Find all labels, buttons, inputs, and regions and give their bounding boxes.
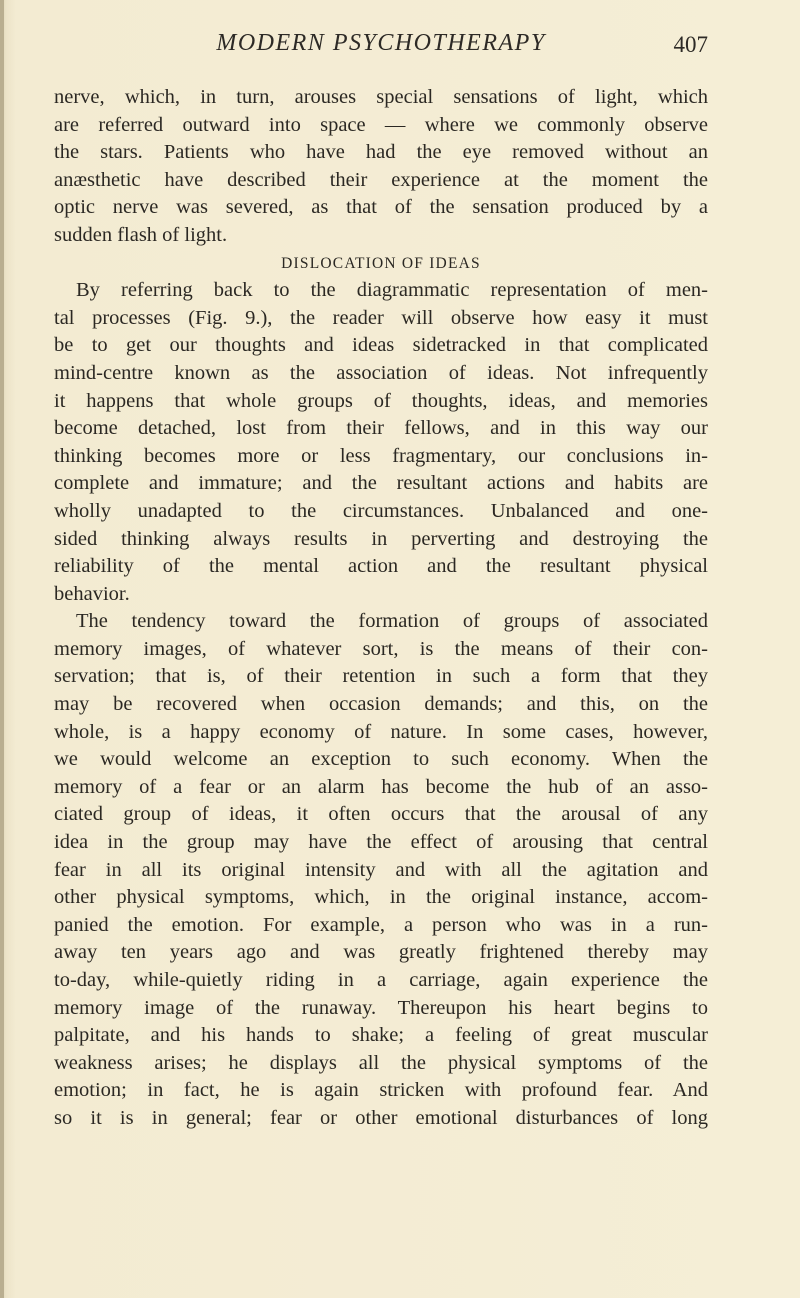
text-line: other physical symptoms, which, in the original instance, accom- xyxy=(54,886,708,909)
text-line: be to get our thoughts and ideas sidetracked in that complicated xyxy=(54,334,708,357)
page-binding-edge xyxy=(0,0,4,1298)
running-header xyxy=(54,30,708,66)
text-line: it happens that whole groups of thoughts, ideas, and memories xyxy=(54,389,708,412)
text-line: idea in the group may have the effect of arousing that central xyxy=(54,831,708,854)
text-line: fear in all its original intensity and with all the agitation and xyxy=(54,858,708,881)
text-line: are referred outward into space — where we commonly observe xyxy=(54,113,708,136)
text-line: The tendency toward the formation of groups of associated xyxy=(76,610,708,633)
text-line: to-day, while-quietly riding in a carriage, again experience the xyxy=(54,969,708,991)
text-line: anæsthetic have described their experience at the moment the xyxy=(54,168,708,191)
text-line: mind-centre known as the association of ideas. Not infrequently xyxy=(54,361,708,384)
text-line: memory of a fear or an alarm has become the hub of an asso- xyxy=(54,775,708,798)
text-line: complete and immature; and the resultant actions and habits are xyxy=(54,472,708,495)
text-line: nerve, which, in turn, arouses special sensations of light, which xyxy=(54,86,708,108)
running-title: MODERN PSYCHOTHERAPY xyxy=(216,30,546,56)
text-line: sided thinking always results in perverting and destroying the xyxy=(54,527,708,550)
text-line: thinking becomes more or less fragmentary, our conclusions in- xyxy=(54,444,708,467)
section-heading: DISLOCATION OF IDEAS xyxy=(281,254,481,272)
text-line: palpitate, and his hands to shake; a feeling of great muscular xyxy=(54,1024,708,1047)
text-line: weakness arises; he displays all the physical symptoms of the xyxy=(54,1051,708,1074)
text-line: panied the emotion. For example, a person who was in a run- xyxy=(54,913,708,936)
text-line: reliability of the mental action and the resultant physical xyxy=(54,555,708,578)
text-line: ciated group of ideas, it often occurs that the arousal of any xyxy=(54,803,708,826)
text-line: wholly unadapted to the circumstances. Unbalanced and one- xyxy=(54,499,708,522)
text-line: tal processes (Fig. 9.), the reader will observe how easy it must xyxy=(54,306,708,329)
text-line: memory images, of whatever sort, is the means of their con- xyxy=(54,637,708,660)
text-line: away ten years ago and was greatly frightened thereby may xyxy=(54,941,708,964)
text-line: the stars. Patients who have had the eye removed without an xyxy=(54,141,708,164)
text-line: optic nerve was severed, as that of the sensation produced by a xyxy=(54,196,708,219)
text-line: emotion; in fact, he is again stricken with profound fear. And xyxy=(54,1079,708,1102)
text-line: so it is in general; fear or other emotional disturbances of long xyxy=(54,1106,708,1129)
body-text xyxy=(54,84,708,1133)
text-line: memory image of the runaway. Thereupon his heart begins to xyxy=(54,996,708,1019)
text-line: may be recovered when occasion demands; and this, on the xyxy=(54,693,708,716)
text-line: whole, is a happy economy of nature. In some cases, however, xyxy=(54,720,708,743)
text-line: we would welcome an exception to such economy. When the xyxy=(54,748,708,771)
page-number: 407 xyxy=(673,32,708,57)
text-line: By referring back to the diagrammatic representation of men- xyxy=(76,279,708,302)
text-line: behavior. xyxy=(54,582,130,605)
text-line: sudden flash of light. xyxy=(54,223,228,246)
text-line: become detached, lost from their fellows, and in this way our xyxy=(54,417,708,440)
text-line: servation; that is, of their retention in such a form that they xyxy=(54,665,708,688)
